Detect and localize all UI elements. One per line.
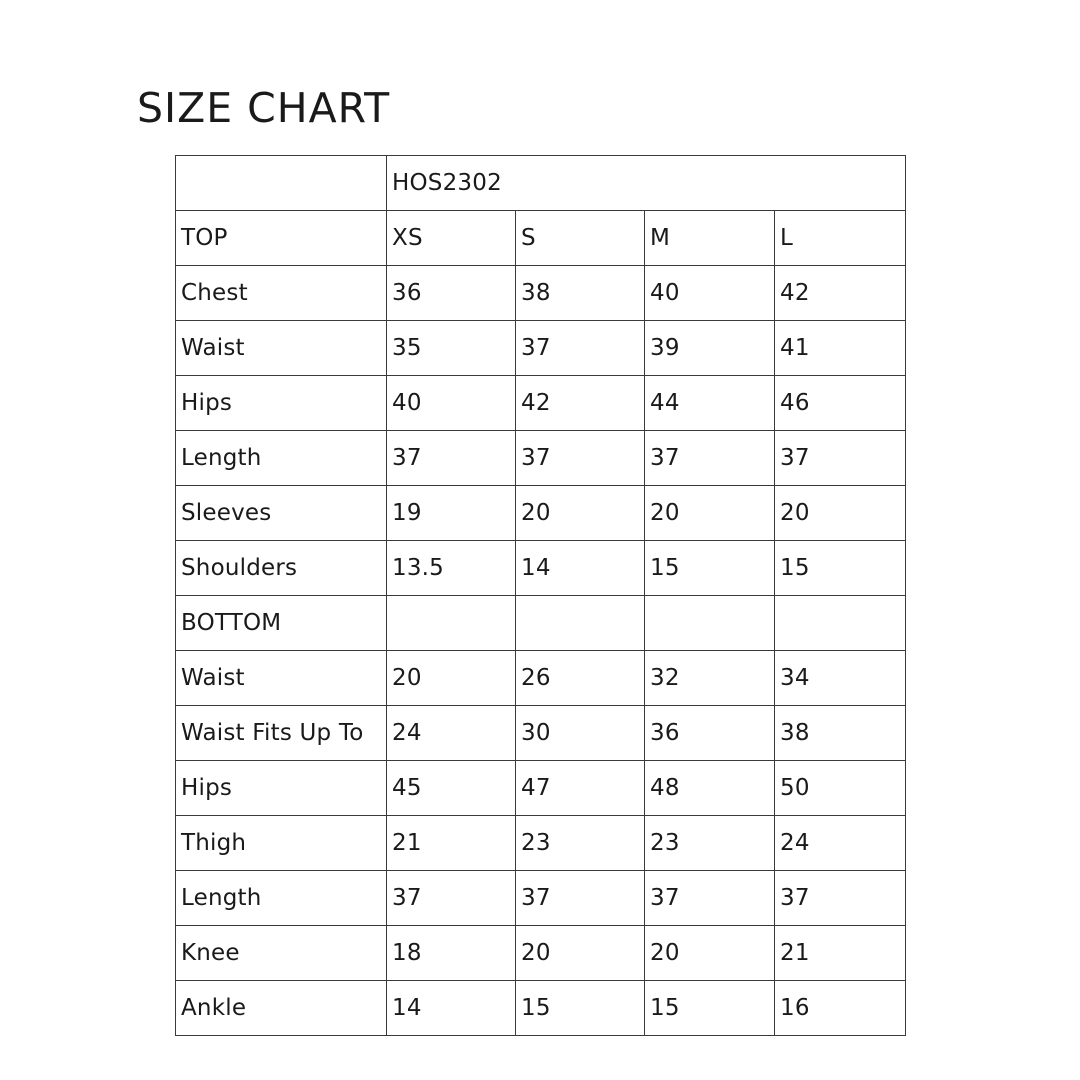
table-row	[176, 541, 906, 596]
table-row	[176, 706, 906, 761]
row-label: Hips	[176, 761, 387, 816]
table-row	[176, 321, 906, 376]
cell-value: 44	[645, 376, 775, 431]
row-label: Waist	[176, 651, 387, 706]
empty-cell	[387, 596, 516, 651]
cell-value: 40	[387, 376, 516, 431]
cell-value: 21	[775, 926, 906, 981]
size-header-row	[176, 211, 906, 266]
table-row	[176, 376, 906, 431]
size-header-m: M	[645, 211, 775, 266]
table-row	[176, 431, 906, 486]
cell-value: 15	[516, 981, 645, 1036]
table-row	[176, 651, 906, 706]
cell-value: 36	[387, 266, 516, 321]
cell-value: 50	[775, 761, 906, 816]
row-label: Thigh	[176, 816, 387, 871]
cell-value: 15	[645, 981, 775, 1036]
cell-value: 48	[645, 761, 775, 816]
cell-value: 37	[775, 871, 906, 926]
size-header-xs: XS	[387, 211, 516, 266]
table-row	[176, 486, 906, 541]
row-label: Length	[176, 431, 387, 486]
style-code-cell: HOS2302	[387, 156, 906, 211]
cell-value: 38	[516, 266, 645, 321]
table-row	[176, 266, 906, 321]
cell-value: 40	[645, 266, 775, 321]
row-label: Ankle	[176, 981, 387, 1036]
row-label: Chest	[176, 266, 387, 321]
cell-value: 37	[516, 431, 645, 486]
empty-cell	[775, 596, 906, 651]
table-row	[176, 816, 906, 871]
cell-value: 45	[387, 761, 516, 816]
cell-value: 20	[516, 926, 645, 981]
cell-value: 14	[387, 981, 516, 1036]
row-label: Hips	[176, 376, 387, 431]
cell-value: 41	[775, 321, 906, 376]
cell-value: 46	[775, 376, 906, 431]
empty-cell	[645, 596, 775, 651]
cell-value: 15	[775, 541, 906, 596]
cell-value: 16	[775, 981, 906, 1036]
cell-value: 37	[775, 431, 906, 486]
size-header-s: S	[516, 211, 645, 266]
cell-value: 24	[387, 706, 516, 761]
cell-value: 23	[645, 816, 775, 871]
cell-value: 20	[645, 926, 775, 981]
cell-value: 18	[387, 926, 516, 981]
row-label: Waist	[176, 321, 387, 376]
cell-value: 20	[387, 651, 516, 706]
table-row	[176, 981, 906, 1036]
cell-value: 37	[516, 871, 645, 926]
cell-value: 38	[775, 706, 906, 761]
cell-value: 26	[516, 651, 645, 706]
table-row	[176, 761, 906, 816]
cell-value: 35	[387, 321, 516, 376]
table-row	[176, 871, 906, 926]
cell-value: 20	[645, 486, 775, 541]
page-title: SIZE CHART	[137, 84, 391, 132]
cell-value: 37	[516, 321, 645, 376]
cell-value: 37	[387, 871, 516, 926]
cell-value: 34	[775, 651, 906, 706]
cell-value: 47	[516, 761, 645, 816]
cell-value: 30	[516, 706, 645, 761]
top-section-label: TOP	[176, 211, 387, 266]
size-chart-body	[176, 156, 906, 1036]
style-code-row	[176, 156, 906, 211]
row-label: Knee	[176, 926, 387, 981]
cell-value: 14	[516, 541, 645, 596]
row-label: Length	[176, 871, 387, 926]
cell-value: 42	[775, 266, 906, 321]
cell-value: 39	[645, 321, 775, 376]
cell-value: 37	[387, 431, 516, 486]
cell-value: 20	[516, 486, 645, 541]
size-header-l: L	[775, 211, 906, 266]
cell-value: 23	[516, 816, 645, 871]
cell-value: 32	[645, 651, 775, 706]
cell-value: 37	[645, 431, 775, 486]
cell-value: 15	[645, 541, 775, 596]
empty-corner-cell	[176, 156, 387, 211]
cell-value: 37	[645, 871, 775, 926]
cell-value: 19	[387, 486, 516, 541]
empty-cell	[516, 596, 645, 651]
cell-value: 21	[387, 816, 516, 871]
cell-value: 24	[775, 816, 906, 871]
row-label: Sleeves	[176, 486, 387, 541]
size-chart-table	[175, 155, 906, 1036]
row-label: Shoulders	[176, 541, 387, 596]
cell-value: 42	[516, 376, 645, 431]
table-row	[176, 926, 906, 981]
bottom-section-label: BOTTOM	[176, 596, 387, 651]
row-label: Waist Fits Up To	[176, 706, 387, 761]
cell-value: 36	[645, 706, 775, 761]
bottom-section-row	[176, 596, 906, 651]
cell-value: 20	[775, 486, 906, 541]
cell-value: 13.5	[387, 541, 516, 596]
